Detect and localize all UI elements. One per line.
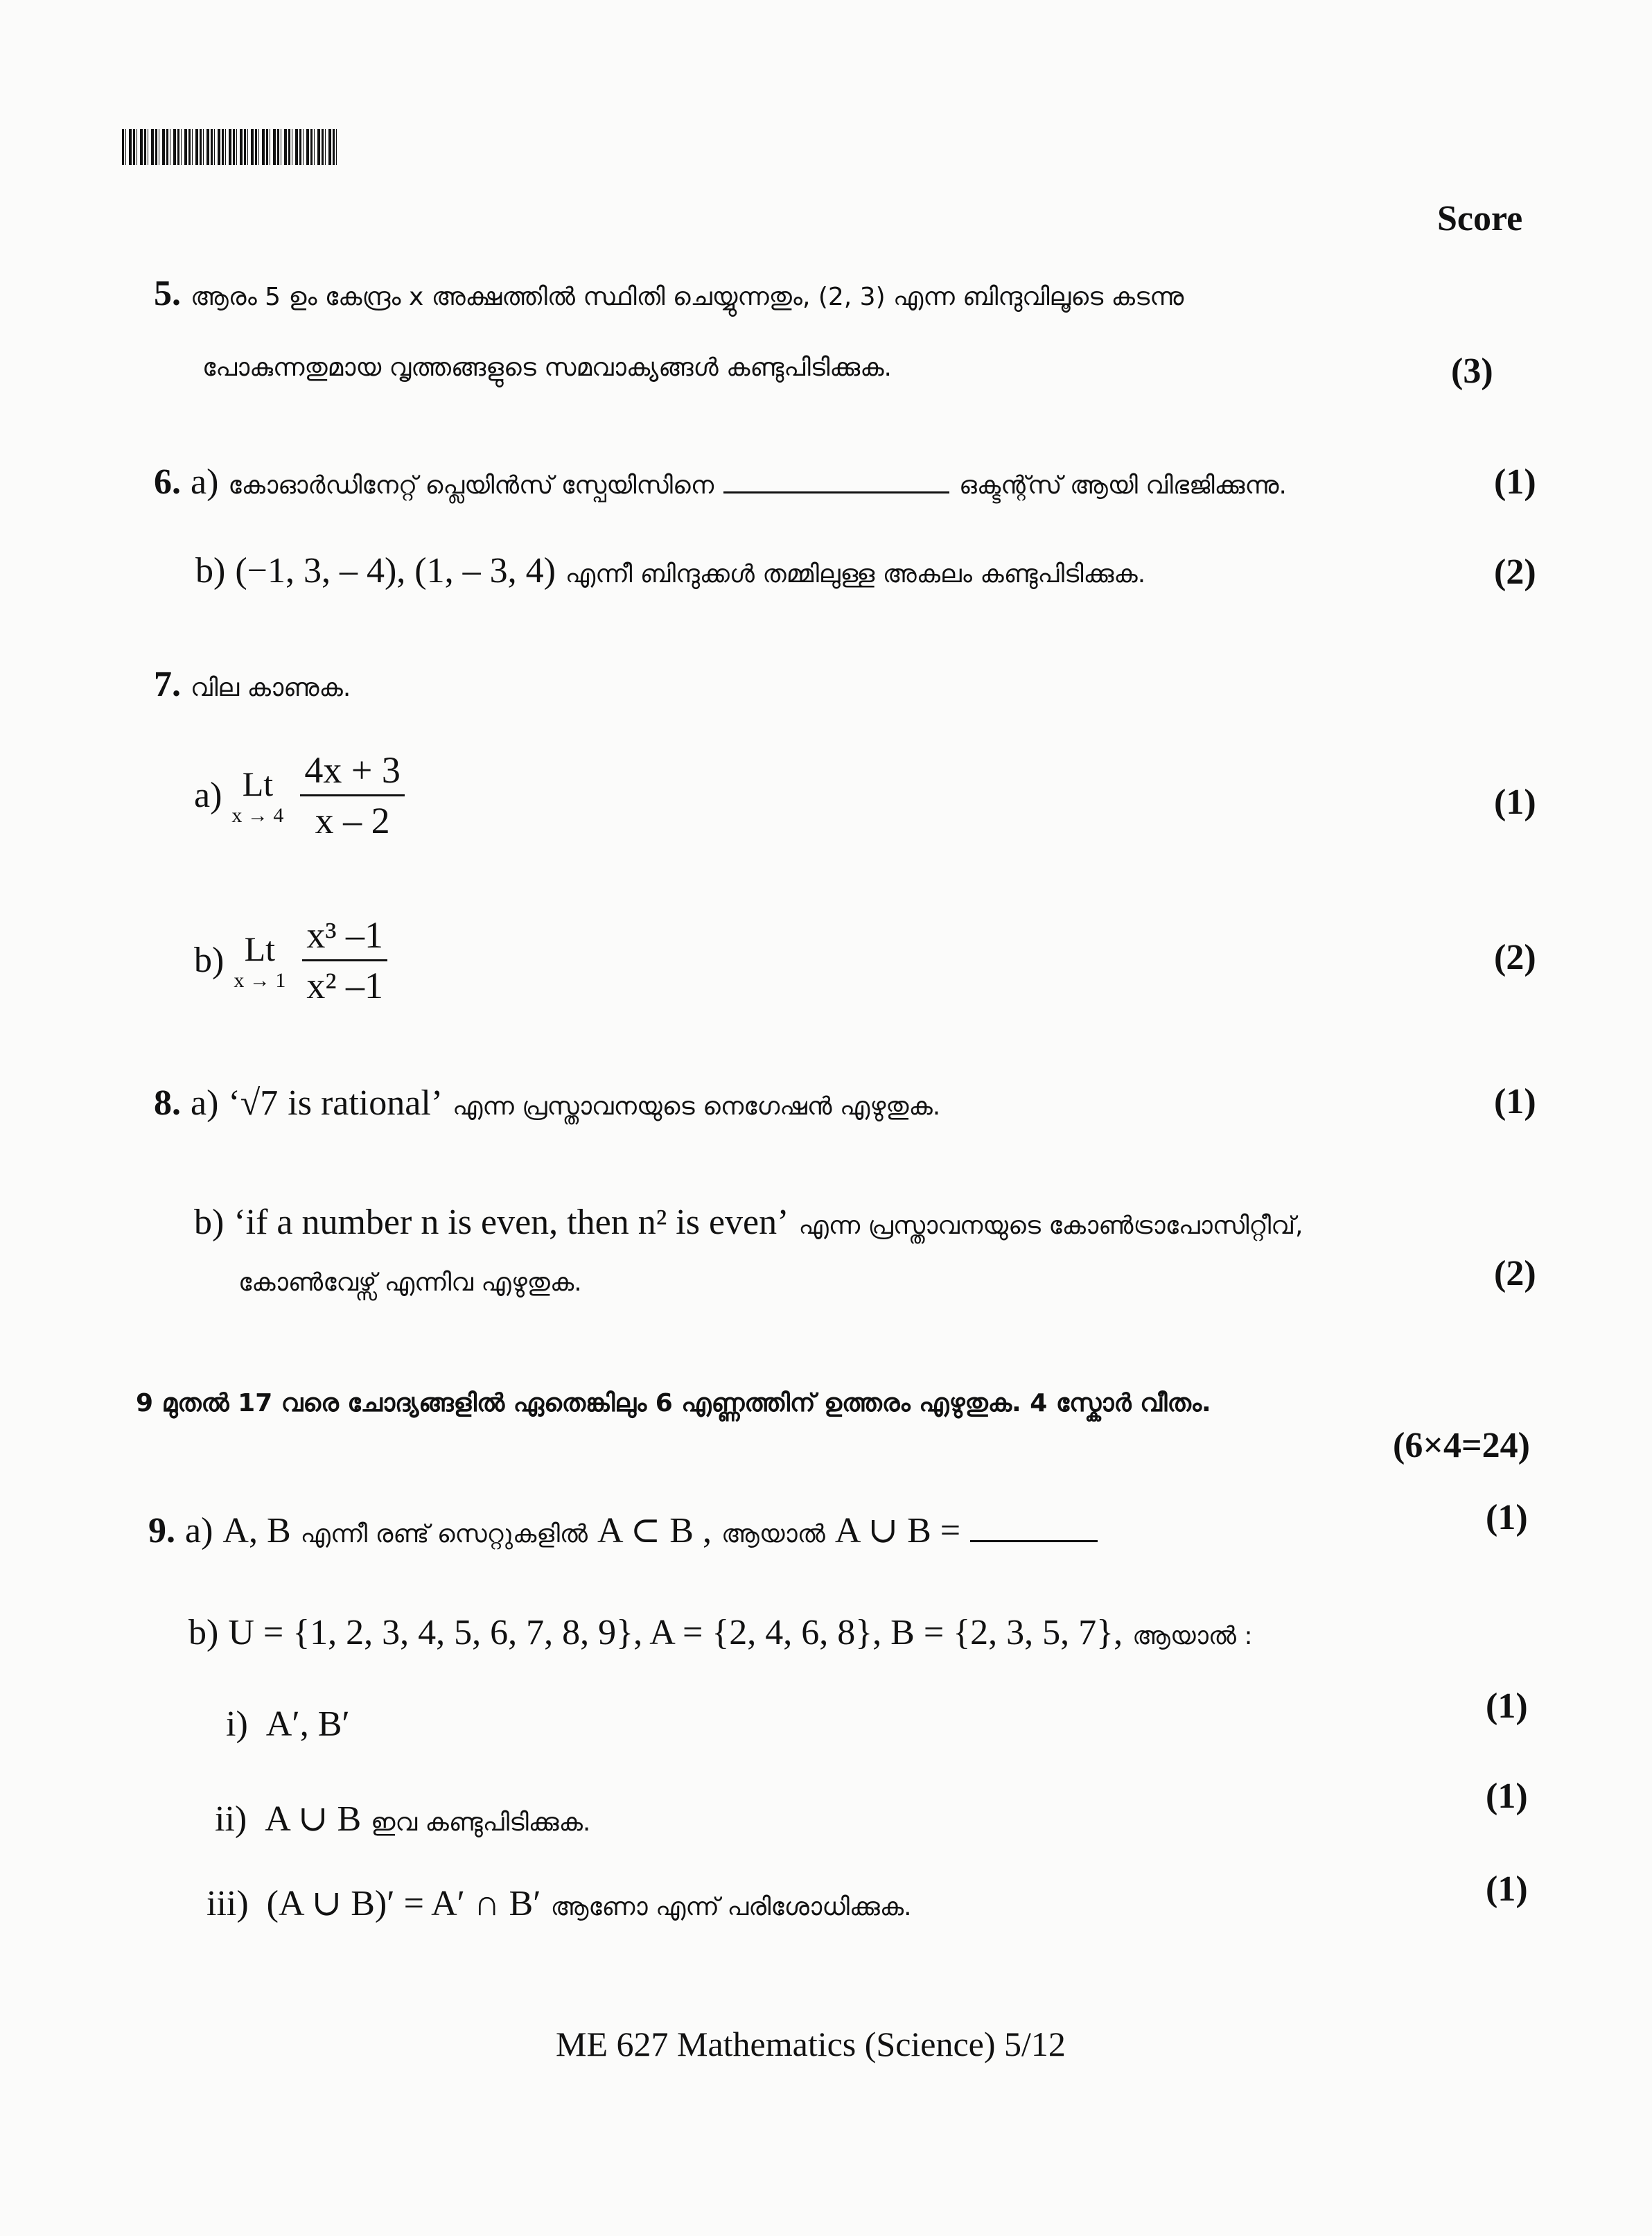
fraction [300, 749, 404, 842]
math-expression: is rational’ [288, 1083, 443, 1123]
part-label: b) [195, 551, 226, 591]
part-label: a) [194, 776, 222, 815]
math-expression: (−1, 3, – 4), (1, – 3, 4) [235, 551, 556, 591]
limit-symbol: Lt [242, 764, 274, 803]
subpart-label: i) [226, 1704, 248, 1744]
question-9b-iii-marks: (1) [1486, 1869, 1528, 1909]
question-text: കോഓർഡിനേറ്റ് പ്ലെയിൻസ് സ്പേയിസിനെ [228, 471, 714, 500]
question-5-marks: (3) [1451, 351, 1493, 391]
math-expression: U = {1, 2, 3, 4, 5, 6, 7, 8, 9}, A = {2, 4, 6, 8}, B = {2, 3, 5, 7}, [228, 1613, 1123, 1652]
question-9b-ii [215, 1798, 590, 1840]
question-number: 9. [148, 1511, 175, 1551]
question-8a [154, 1083, 940, 1124]
question-6b-marks: (2) [1494, 552, 1536, 592]
limit-subscript: x → 4 [231, 803, 284, 827]
section-marks: (6×4=24) [1393, 1426, 1530, 1465]
math-expression: ‘if a number n is even, then n² is even’ [234, 1203, 789, 1242]
question-text: എന്നീ രണ്ട് സെറ്റുകളിൽ [300, 1520, 588, 1548]
question-7a [194, 749, 405, 842]
question-9b [188, 1612, 1253, 1653]
question-7b-marks: (2) [1494, 938, 1536, 977]
question-text: ആയാൽ [721, 1520, 825, 1548]
part-label: a) [191, 462, 219, 502]
question-7a-marks: (1) [1494, 783, 1536, 822]
math-expression: A ⊂ B , [597, 1511, 712, 1551]
denominator: x – 2 [315, 800, 390, 841]
question-8b-marks: (2) [1494, 1254, 1536, 1293]
subpart-label: iii) [206, 1884, 249, 1923]
answer-blank [970, 1539, 1098, 1542]
question-text: ഒക്ടന്റ്സ് ആയി വിഭജിക്കുന്നു. [959, 471, 1287, 500]
fraction [302, 914, 387, 1007]
question-9b-ii-marks: (1) [1486, 1776, 1528, 1816]
question-9b-i-marks: (1) [1486, 1686, 1528, 1726]
part-label: a) [185, 1511, 213, 1551]
part-label: b) [194, 941, 225, 980]
question-5 [154, 273, 1184, 314]
question-5-line2: പോകുന്നതുമായ വൃത്തങ്ങളുടെ സമവാക്യങ്ങൾ കണ്ടുപിടിക്കുക. [202, 353, 892, 382]
question-text: ആയാൽ : [1132, 1622, 1253, 1650]
question-9a-marks: (1) [1486, 1498, 1528, 1537]
fraction-bar [300, 794, 404, 796]
question-text: വില കാണുക. [191, 674, 351, 702]
question-text: എന്ന പ്രസ്താവനയുടെ നെഗേഷൻ എഴുതുക. [452, 1092, 941, 1121]
math-expression: A ∪ B [265, 1799, 362, 1839]
question-8b [194, 1202, 1303, 1243]
section-instruction: 9 മുതൽ 17 വരെ ചോദ്യങ്ങളിൽ ഏതെങ്കിലും 6 എണ്ണത്തിന് ഉത്തരം എഴുതുക. 4 സ്കോർ വീതം. [136, 1389, 1211, 1417]
question-7b [194, 914, 387, 1007]
score-header: Score [1437, 199, 1523, 238]
question-text: ആണോ എന്ന് പരിശോധിക്കുക. [550, 1893, 912, 1921]
question-8a-marks: (1) [1494, 1082, 1536, 1121]
question-6b [195, 550, 1145, 591]
numerator: 4x + 3 [304, 749, 401, 791]
math-expression: A ∪ B = [834, 1511, 961, 1551]
question-9b-i [226, 1704, 350, 1745]
question-number: 6. [154, 462, 181, 502]
math-expression: A, B [222, 1511, 291, 1551]
fraction-bar [302, 959, 387, 961]
barcode [122, 129, 338, 165]
limit-operator [231, 764, 283, 828]
question-text: ആരം 5 ഉം കേന്ദ്രം x അക്ഷത്തിൽ സ്ഥിതി ചെയ്യുന്നതും, (2, 3) എന്ന ബിന്ദുവിലൂടെ കടന്നു [191, 283, 1184, 311]
question-number: 8. [154, 1083, 181, 1123]
subpart-label: ii) [215, 1799, 247, 1839]
question-text: ഇവ കണ്ടുപിടിക്കുക. [371, 1808, 591, 1837]
page-footer: ME 627 Mathematics (Science) 5/12 [556, 2025, 1066, 2063]
denominator: x² –1 [306, 965, 384, 1006]
question-text: എന്ന പ്രസ്താവനയുടെ കോൺട്രാപോസിറ്റീവ്, [798, 1212, 1303, 1240]
question-8b-line2: കോൺവേഴ്സ് എന്നിവ എഴുതുക. [238, 1268, 582, 1297]
question-7 [154, 664, 351, 705]
answer-blank [723, 491, 949, 494]
math-expression: (A ∪ B)′ = A′ ∩ B′ [266, 1884, 541, 1923]
part-label: a) [191, 1083, 219, 1123]
numerator: x³ –1 [306, 914, 384, 956]
sqrt-expression: √7 [240, 1083, 279, 1123]
limit-subscript: x → 1 [234, 968, 286, 992]
limit-operator [234, 929, 285, 993]
question-number: 5. [154, 274, 181, 313]
question-number: 7. [154, 665, 181, 704]
question-6a [154, 462, 1287, 503]
part-label: b) [188, 1613, 219, 1652]
math-expression: A′, B′ [265, 1704, 350, 1744]
part-label: b) [194, 1203, 225, 1242]
question-9b-iii [206, 1883, 912, 1924]
question-9a [148, 1510, 1098, 1551]
limit-symbol: Lt [244, 929, 276, 968]
question-6a-marks: (1) [1494, 462, 1536, 502]
math-quote: ‘ [228, 1083, 240, 1123]
question-text: എന്നീ ബിന്ദുക്കൾ തമ്മിലുള്ള അകലം കണ്ടുപിടിക്കുക. [565, 560, 1146, 588]
